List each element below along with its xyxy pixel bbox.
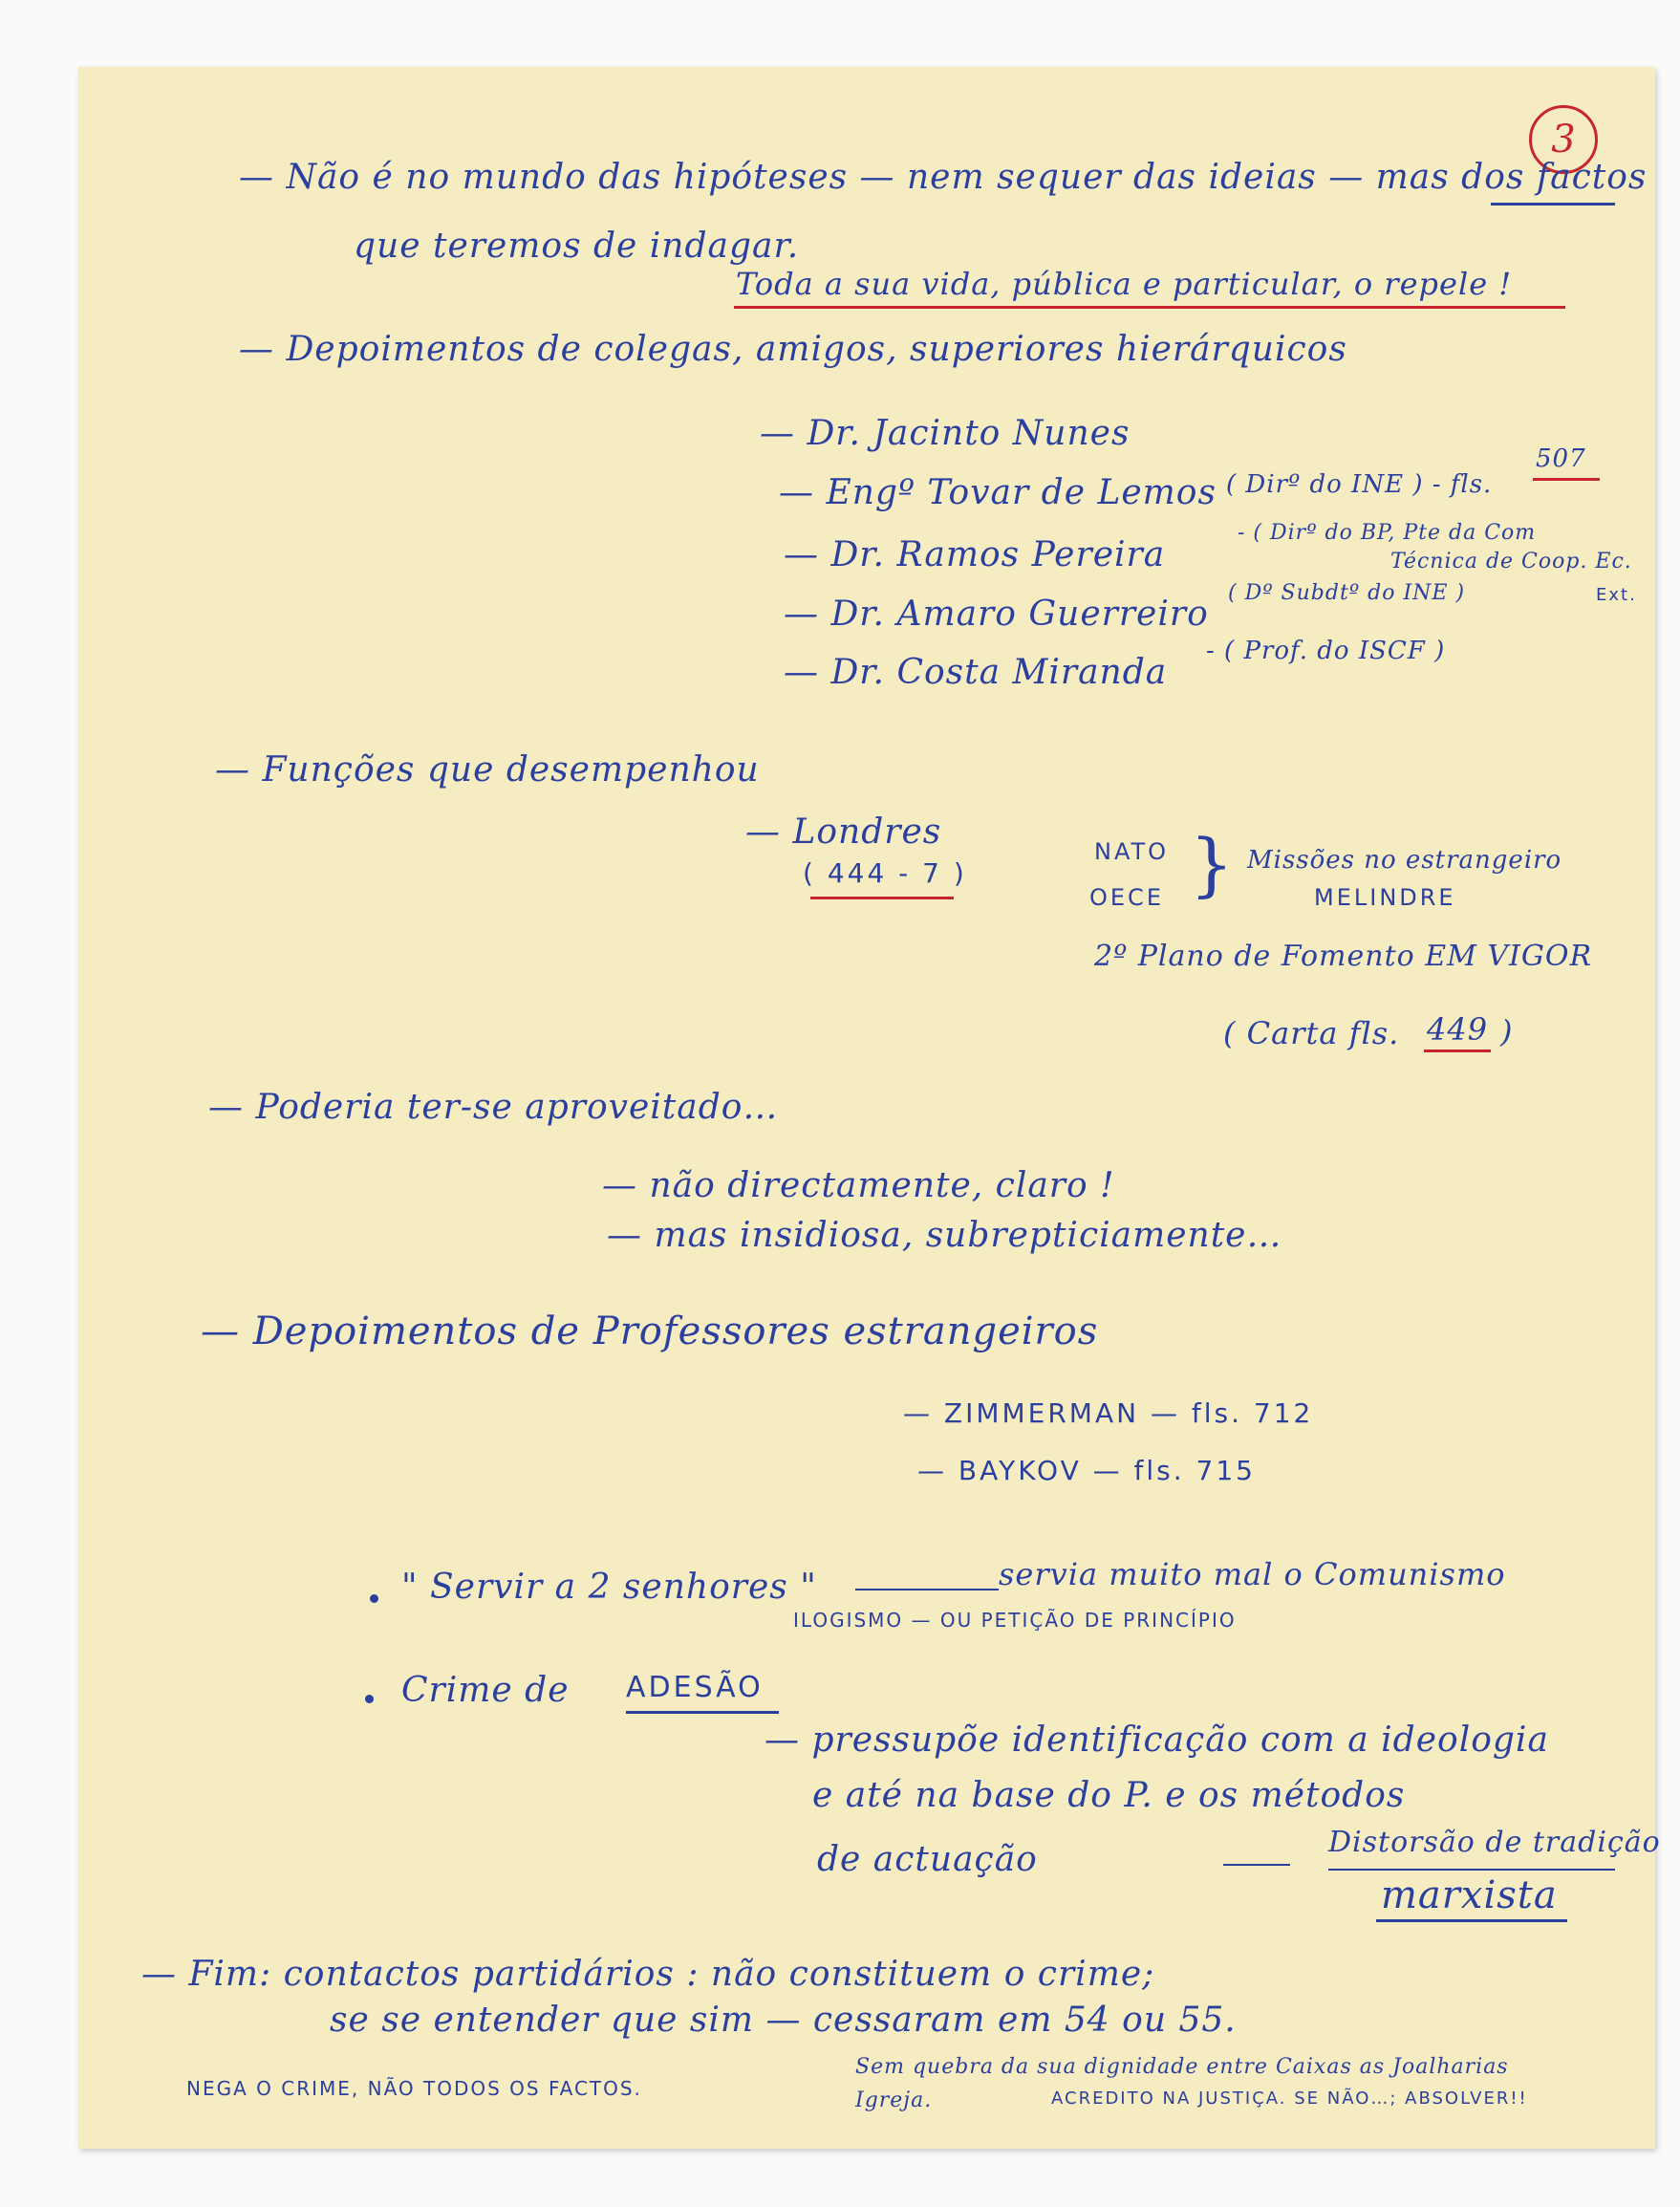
line-distorsao: Distorsão de tradição	[1328, 1826, 1661, 1859]
professor-baykov: — BAYKOV — fls. 715	[917, 1455, 1256, 1486]
witness-5-note: - ( Prof. do ISCF )	[1206, 637, 1446, 665]
witness-4: — Dr. Amaro Guerreiro	[784, 595, 1209, 634]
carta-ref: 449	[1427, 1011, 1489, 1048]
line-plano-fomento: 2º Plano de Fomento EM VIGOR	[1094, 940, 1593, 973]
line-base: e até na base do P. e os métodos	[812, 1776, 1406, 1815]
line-professores: — Depoimentos de Professores estrangeiros	[201, 1309, 1099, 1353]
page-number: 3	[1529, 105, 1598, 174]
line-insidiosa: — mas insidiosa, subrepticiamente…	[607, 1216, 1282, 1255]
witness-2: — Engº Tovar de Lemos	[779, 473, 1217, 512]
line-fim: — Fim: contactos partidários : não constituem o crime;	[141, 1955, 1155, 1994]
line-hypotheses: — Não é no mundo das hipóteses — nem sequer das ideias — mas dos factos	[239, 158, 1648, 197]
line-londres: — Londres	[745, 812, 942, 852]
brace: }	[1190, 824, 1234, 904]
line-poderia: — Poderia ter-se aproveitado…	[208, 1088, 779, 1127]
witness-2-note: ( Dirº do INE ) - fls.	[1226, 470, 1493, 499]
witness-3-note2: Técnica de Coop. Ec.	[1390, 550, 1632, 573]
line-nega-crime: NEGA O CRIME, NÃO TODOS OS FACTOS.	[186, 2077, 642, 2100]
witness-5: — Dr. Costa Miranda	[784, 653, 1168, 692]
line-igreja: Igreja.	[855, 2088, 933, 2112]
line-nao-directamente: — não directamente, claro !	[602, 1166, 1115, 1205]
line-crime: Crime de	[401, 1671, 570, 1710]
label-melindre: MELINDRE	[1314, 884, 1456, 911]
dash-actuacao	[1223, 1864, 1290, 1866]
line-ilogismo: ILOGISMO — OU PETIÇÃO DE PRINCÍPIO	[793, 1609, 1237, 1632]
red-underline-449	[1424, 1049, 1491, 1052]
label-missoes: Missões no estrangeiro	[1247, 846, 1562, 875]
witness-3-note3: Ext.	[1596, 585, 1637, 605]
witness-3: — Dr. Ramos Pereira	[784, 535, 1166, 574]
bullet-2	[365, 1695, 374, 1703]
underline-marxista	[1376, 1919, 1567, 1922]
underline-adesao	[626, 1711, 779, 1714]
witness-4-note: ( Dº Subdtº do INE )	[1228, 581, 1466, 605]
red-underline-444	[810, 897, 954, 899]
line-pressupoe: — pressupõe identificação com a ideologia	[765, 1720, 1549, 1760]
professor-zimmerman: — ZIMMERMAN — fls. 712	[903, 1397, 1314, 1429]
label-adesao: ADESÃO	[626, 1671, 764, 1704]
witness-2-ref: 507	[1536, 444, 1586, 473]
line-actuacao: de actuação	[817, 1840, 1038, 1879]
line-vida-repele: Toda a sua vida, pública e particular, o repele !	[736, 266, 1513, 302]
label-nato: NATO	[1094, 838, 1170, 865]
line-servir: " Servir a 2 senhores "	[401, 1568, 817, 1607]
line-acredito: ACREDITO NA JUSTIÇA. SE NÃO…; ABSOLVER!!	[1051, 2088, 1528, 2109]
line-servia: servia muito mal o Comunismo	[999, 1556, 1506, 1592]
dash-servir	[855, 1589, 999, 1590]
witness-3-note: - ( Dirº do BP, Pte da Com	[1238, 521, 1537, 545]
carta-end: )	[1500, 1013, 1514, 1049]
line-depoimentos: — Depoimentos de colegas, amigos, superiores hierárquicos	[239, 330, 1347, 369]
red-underline-vida	[734, 306, 1565, 309]
londres-ref: ( 444 - 7 )	[803, 857, 967, 889]
line-indagar: que teremos de indagar.	[354, 227, 800, 266]
line-carta: ( Carta fls.	[1223, 1015, 1400, 1051]
bullet-1	[370, 1594, 378, 1603]
underline-distorsao	[1328, 1869, 1615, 1871]
label-oece: OECE	[1089, 884, 1164, 911]
line-funcoes: — Funções que desempenhou	[215, 750, 760, 790]
underline-factos	[1491, 203, 1615, 206]
witness-1: — Dr. Jacinto Nunes	[760, 414, 1131, 453]
line-marxista: marxista	[1381, 1873, 1558, 1917]
line-cessaram: se se entender que sim — cessaram em 54 ou 55.	[330, 2001, 1237, 2040]
red-underline-507	[1533, 478, 1600, 481]
line-dignidade: Sem quebra da sua dignidade entre Caixas as Joalharias	[855, 2055, 1509, 2079]
